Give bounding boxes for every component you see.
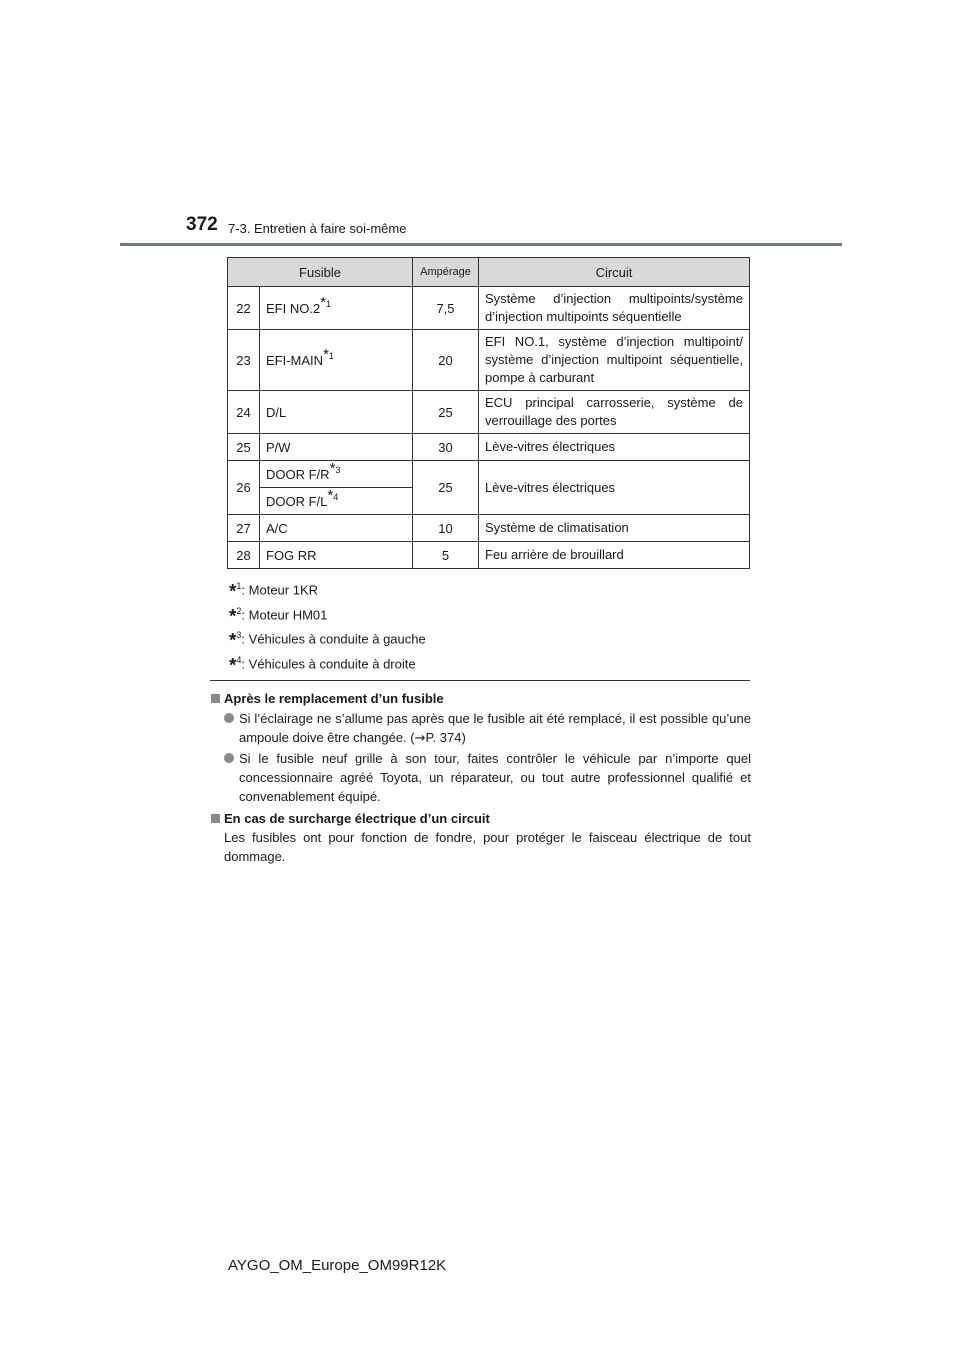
arrow-right-icon: → [414,731,426,746]
fuse-table [227,257,750,569]
table-row [228,391,750,434]
fuse-name: P/W [260,434,413,461]
asterisk-icon: * [229,630,237,652]
section-title: 7-3. Entretien à faire soi-même [228,221,407,236]
footnote-ref: *1 [323,346,334,364]
header-rule [120,243,842,246]
column-header-fuse: Fusible [228,258,413,287]
notes-section [211,689,751,866]
note-after-replacement [211,689,751,806]
square-bullet-icon [211,694,220,703]
document-code: AYGO_OM_Europe_OM99R12K [228,1257,447,1274]
fuse-amperage: 30 [413,434,479,461]
footnotes [229,575,426,676]
footnote-ref: *1 [320,294,332,312]
table-row [228,434,750,461]
fuse-number: 24 [228,391,260,434]
asterisk-icon: * [229,605,237,627]
footnote: *$^1$: Moteur 1KR [229,581,319,603]
footnote: *$^3$: Véhicules à conduite à gauche [229,630,426,652]
fuse-name: DOOR $F/L^{*4}$ [260,488,413,515]
footnote-ref: *3 [329,460,341,478]
circle-bullet-icon [224,713,234,723]
fuse-number: 25 [228,434,260,461]
column-header-circuit: Circuit [479,258,750,287]
fuse-name: DOOR $F/R^{*3}$ [260,461,413,488]
table-row [228,330,750,391]
fuse-name: A/C [260,515,413,542]
table-row [228,287,750,330]
fuse-circuit: Lève-vitres électriques [479,461,750,515]
note-heading: En cas de surcharge électrique d’un circuit [211,809,751,828]
fuse-name: EFI-MAIN$^{*1}$ [260,330,413,391]
fuse-number: 26 [228,461,260,515]
table-header-row [228,258,750,287]
notes-divider [210,680,750,681]
footnote-ref: *4 [327,487,339,505]
fuse-amperage: 10 [413,515,479,542]
column-header-amperage: Ampérage [413,258,479,287]
page-number: 372 [186,214,218,235]
note-circuit-overload [211,809,751,866]
list-item: Si l’éclairage ne s’allume pas après que le fusible ait été remplacé, il est possible qu’une ampoule doive être changée. (→P. 374) [224,709,751,748]
note-heading: Après le remplacement d’un fusible [211,689,751,708]
fuse-amperage: 20 [413,330,479,391]
fuse-name: FOG RR [260,542,413,569]
page-reference[interactable]: P. 374) [425,730,466,745]
fuse-circuit: Feu arrière de brouillard [479,542,750,569]
list-item: Si le fusible neuf grille à son tour, faites contrôler le véhicule par n’importe quel concessionnaire agréé Toyota, un réparateur, ou tout autre professionnel qualifié et convenablement équipé. [224,749,751,806]
square-bullet-icon [211,814,220,823]
fuse-circuit: Lève-vitres électriques [479,434,750,461]
fuse-amperage: 25 [413,391,479,434]
fuse-number: 22 [228,287,260,330]
table-row [228,542,750,569]
asterisk-icon: * [229,581,237,603]
fuse-name: D/L [260,391,413,434]
fuse-name: EFI NO.2$^{*1}$ [260,287,413,330]
table-row [228,515,750,542]
table-row [228,461,750,488]
circle-bullet-icon [224,753,234,763]
asterisk-icon: * [229,654,237,676]
fuse-number: 23 [228,330,260,391]
footnote: *$^2$: Moteur HM01 [229,605,328,627]
fuse-number: 28 [228,542,260,569]
fuse-circuit: Système de climatisation [479,515,750,542]
fuse-number: 27 [228,515,260,542]
fuse-amperage: 7,5 [413,287,479,330]
fuse-circuit: EFI NO.1, système d’injection multipoint/ système d’injection multipoint séquentielle, pompe à carburant [479,330,750,391]
note-paragraph: Les fusibles ont pour fonction de fondre, pour protéger le faisceau électrique de tout dommage. [224,830,751,864]
fuse-amperage: 5 [413,542,479,569]
fuse-amperage: 25 [413,461,479,515]
fuse-circuit: ECU principal carrosserie, système de verrouillage des portes [479,391,750,434]
footnote: *$^4$: Véhicules à conduite à droite [229,654,416,676]
fuse-circuit: Système d’injection multipoints/système d’injection multipoints séquentielle [479,287,750,330]
